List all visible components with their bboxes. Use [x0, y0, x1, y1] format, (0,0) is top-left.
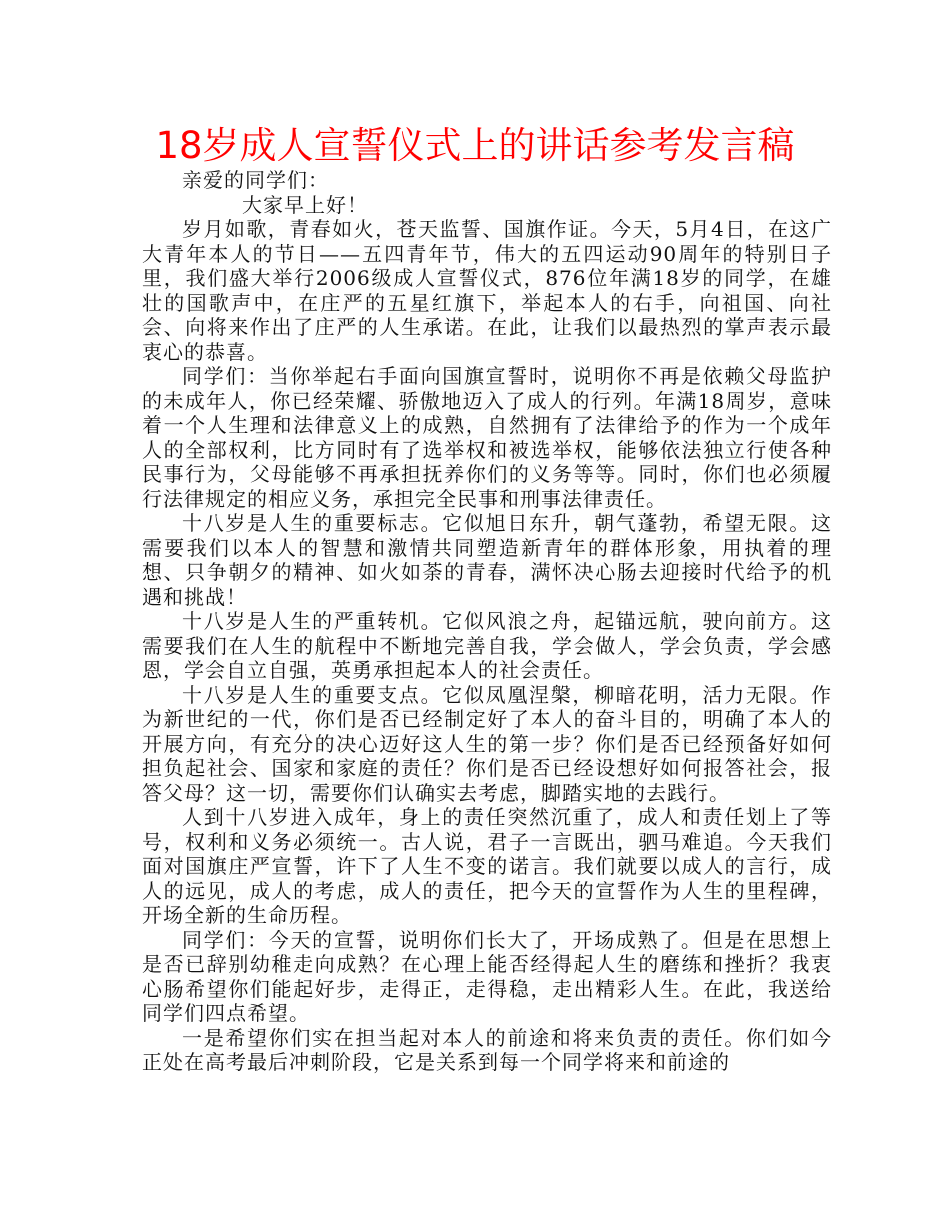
- greeting: 大家早上好！: [242, 192, 368, 217]
- document-body: [142, 168, 832, 1075]
- paragraph: 同学们：今天的宣誓，说明你们长大了，开场成熟了。但是在思想上是否已辞别幼稚走向成熟？在心理上能否经得起人生的磨练和挫折？我衷心肠希望你们能起好步，走得正，走得稳，走出精彩人生。在此，我送给同学们四点希望。: [142, 927, 832, 1025]
- document-title: 18岁成人宣誓仪式上的讲话参考发言稿: [155, 124, 795, 167]
- paragraph: 十八岁是人生的重要标志。它似旭日东升，朝气蓬勃，希望无限。这需要我们以本人的智慧和激情共同塑造新青年的群体形象，用执着的理想、只争朝夕的精神、如火如荼的青春，满怀决心肠去迎接时代给予的机遇和挑战！: [142, 511, 832, 609]
- paragraph: 岁月如歌，青春如火，苍天监誓、国旗作证。今天，5月4日，在这广大青年本人的节日——五四青年节，伟大的五四运动90周年的特别日子里，我们盛大举行2006级成人宣誓仪式，876位年满18岁的同学，在雄壮的国歌声中，在庄严的五星红旗下，举起本人的右手，向祖国、向社会、向将来作出了庄严的人生承诺。在此，让我们以最热烈的掌声表示最衷心的恭喜。: [142, 217, 832, 364]
- paragraph: 十八岁是人生的严重转机。它似风浪之舟，起锚远航，驶向前方。这需要我们在人生的航程中不断地完善自我，学会做人，学会负责，学会感恩，学会自立自强，英勇承担起本人的社会责任。: [142, 609, 832, 682]
- paragraph: 同学们：当你举起右手面向国旗宣誓时，说明你不再是依赖父母监护的未成年人，你已经荣耀、骄傲地迈入了成人的行列。年满18周岁，意味着一个人生理和法律意义上的成熟，自然拥有了法律给予的作为一个成年人的全部权利，比方同时有了选举权和被选举权，能够依法独立行使各种民事行为，父母能够不再承担抚养你们的义务等等。同时，你们也必须履行法律规定的相应义务，承担完全民事和刑事法律责任。: [142, 364, 832, 511]
- paragraph: 一是希望你们实在担当起对本人的前途和将来负责的责任。你们如今正处在高考最后冲刺阶段，它是关系到每一个同学将来和前途的: [142, 1025, 832, 1074]
- paragraph: 十八岁是人生的重要支点。它似凤凰涅槃，柳暗花明，活力无限。作为新世纪的一代，你们是否已经制定好了本人的奋斗目的，明确了本人的开展方向，有充分的决心迈好这人生的第一步？你们是否已经预备好如何担负起社会、国家和家庭的责任？你们是否已经设想好如何报答社会，报答父母？这一切，需要你们认确实去考虑，脚踏实地的去践行。: [142, 682, 832, 805]
- paragraph: 人到十八岁进入成年，身上的责任突然沉重了，成人和责任划上了等号，权利和义务必须统一。古人说，君子一言既出，驷马难追。今天我们面对国旗庄严宣誓，许下了人生不变的诺言。我们就要以成人的言行，成人的远见，成人的考虑，成人的责任，把今天的宣誓作为人生的里程碑，开场全新的生命历程。: [142, 805, 832, 927]
- salutation: 亲爱的同学们：: [182, 168, 329, 192]
